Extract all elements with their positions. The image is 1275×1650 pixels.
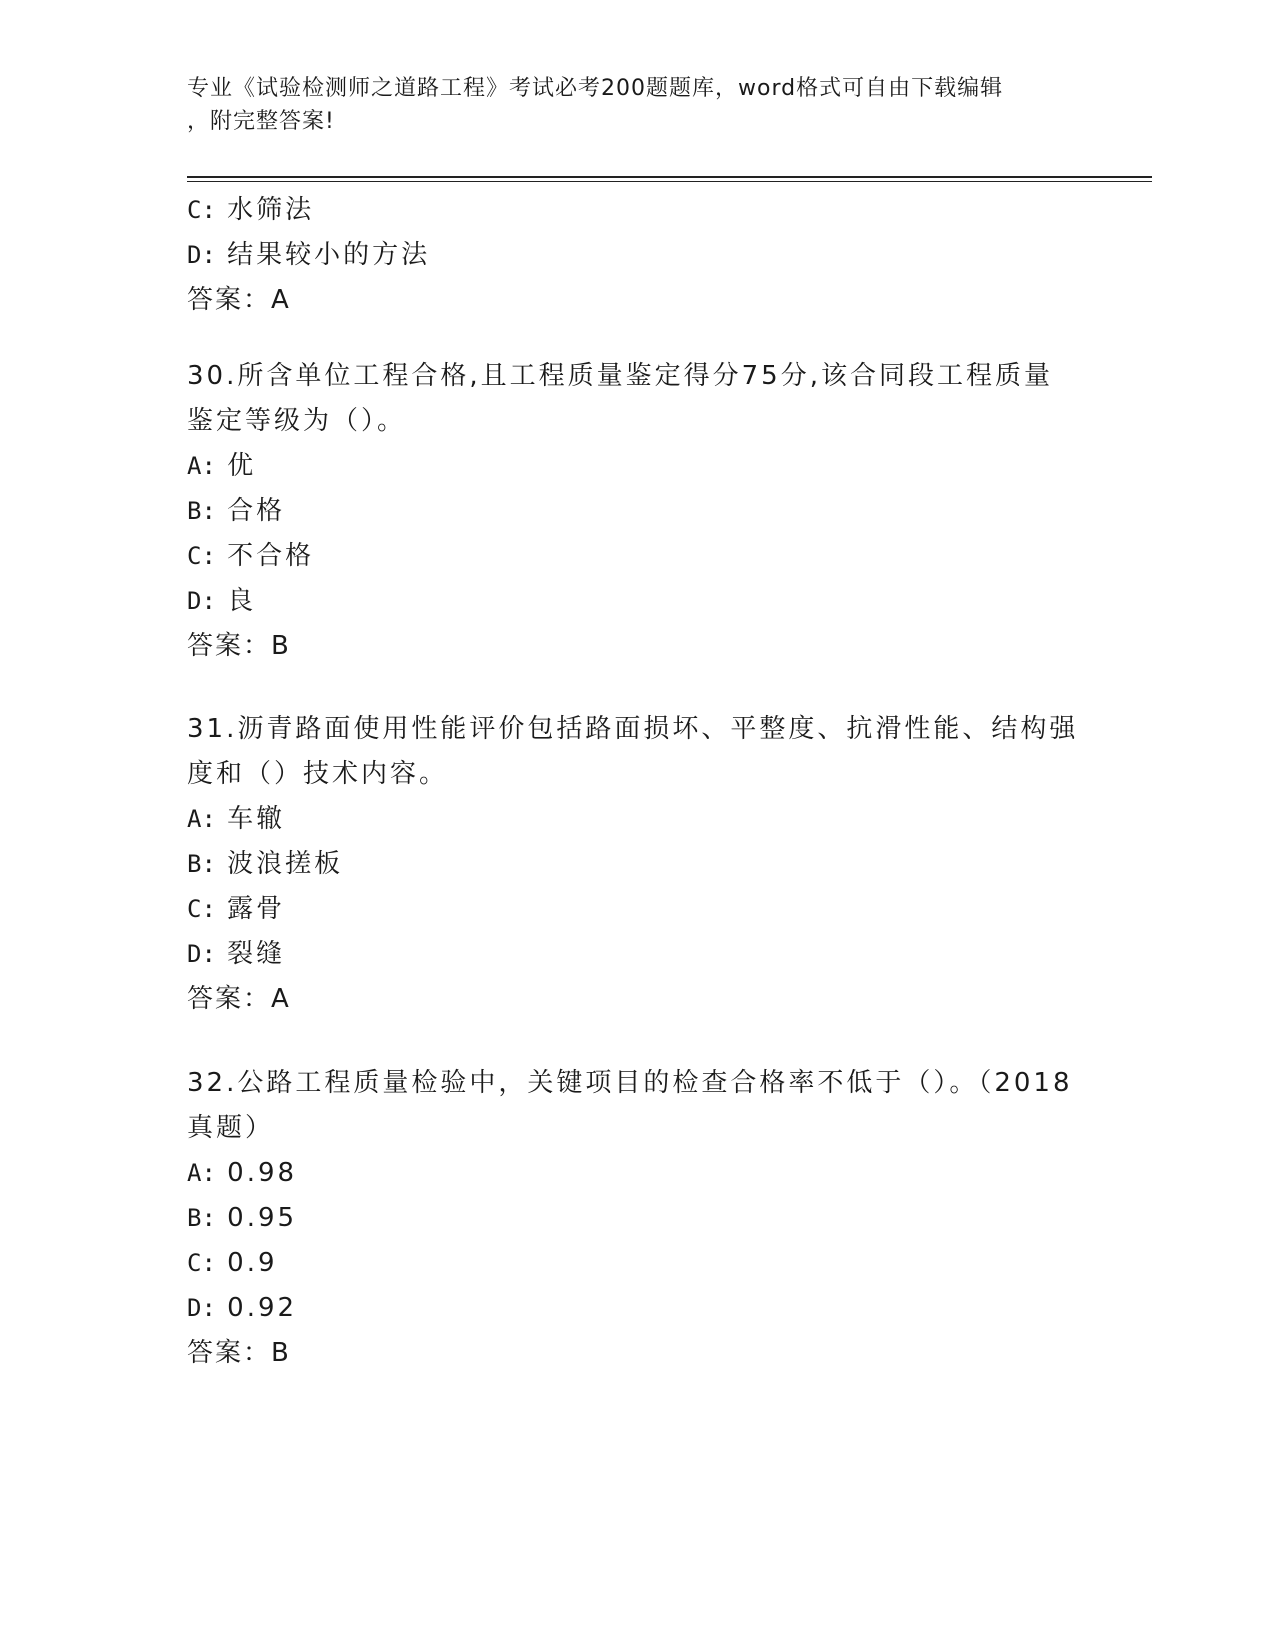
option-text: 水筛法 <box>227 195 315 225</box>
option-text: 波浪搓板 <box>227 849 344 879</box>
option-label: D: <box>187 1294 216 1322</box>
option-label: A: <box>187 1159 216 1187</box>
option-text: 0.92 <box>227 1293 298 1323</box>
option-text: 车辙 <box>227 804 286 834</box>
option-b <box>187 842 1087 887</box>
option-b <box>187 489 1087 534</box>
option-a <box>187 797 1087 842</box>
option-text: 合格 <box>227 496 286 526</box>
answer: 答案：B <box>187 1338 291 1368</box>
option-label: B: <box>187 1204 216 1232</box>
option-label: C: <box>187 196 216 224</box>
option-c <box>187 188 1087 233</box>
option-d <box>187 233 1087 278</box>
option-label: D: <box>187 241 216 269</box>
option-label: A: <box>187 805 216 833</box>
option-label: C: <box>187 1249 216 1277</box>
option-c <box>187 887 1087 932</box>
option-label: B: <box>187 850 216 878</box>
question-30 <box>187 354 1087 669</box>
option-a <box>187 1151 1087 1196</box>
header-title-line2: ，附完整答案! <box>187 109 335 134</box>
question-text: 30.所含单位工程合格,且工程质量鉴定得分75分,该合同段工程质量 <box>187 361 1053 391</box>
option-text: 0.95 <box>227 1203 298 1233</box>
option-d <box>187 1286 1087 1331</box>
option-label: D: <box>187 587 216 615</box>
header-divider <box>187 176 1152 182</box>
option-a <box>187 444 1087 489</box>
option-b <box>187 1196 1087 1241</box>
option-d <box>187 932 1087 977</box>
question-text: 32.公路工程质量检验中，关键项目的检查合格率不低于（）。（2018 <box>187 1068 1073 1098</box>
option-label: B: <box>187 497 216 525</box>
option-d <box>187 579 1087 624</box>
option-text: 优 <box>227 451 257 481</box>
question-32 <box>187 1061 1087 1376</box>
prev-question-tail <box>187 188 1087 323</box>
answer: 答案：A <box>187 984 291 1014</box>
option-text: 0.9 <box>227 1248 278 1278</box>
question-text: 31.沥青路面使用性能评价包括路面损坏、平整度、抗滑性能、结构强 <box>187 714 1079 744</box>
document-header <box>187 72 1087 138</box>
option-text: 结果较小的方法 <box>227 240 431 270</box>
question-text-cont: 真题） <box>187 1113 275 1143</box>
question-text-cont: 度和（）技术内容。 <box>187 759 449 789</box>
option-text: 良 <box>227 586 257 616</box>
question-text-cont: 鉴定等级为（）。 <box>187 406 407 436</box>
option-text: 0.98 <box>227 1158 298 1188</box>
question-31 <box>187 707 1087 1022</box>
option-label: C: <box>187 895 216 923</box>
answer: 答案：A <box>187 285 291 315</box>
answer: 答案：B <box>187 631 291 661</box>
option-c <box>187 1241 1087 1286</box>
option-label: A: <box>187 452 216 480</box>
option-text: 不合格 <box>227 541 315 571</box>
option-text: 露骨 <box>227 894 286 924</box>
option-c <box>187 534 1087 579</box>
option-text: 裂缝 <box>227 939 286 969</box>
option-label: D: <box>187 940 216 968</box>
option-label: C: <box>187 542 216 570</box>
header-title-line1: 专业《试验检测师之道路工程》考试必考200题题库，word格式可自由下载编辑 <box>187 76 1004 101</box>
